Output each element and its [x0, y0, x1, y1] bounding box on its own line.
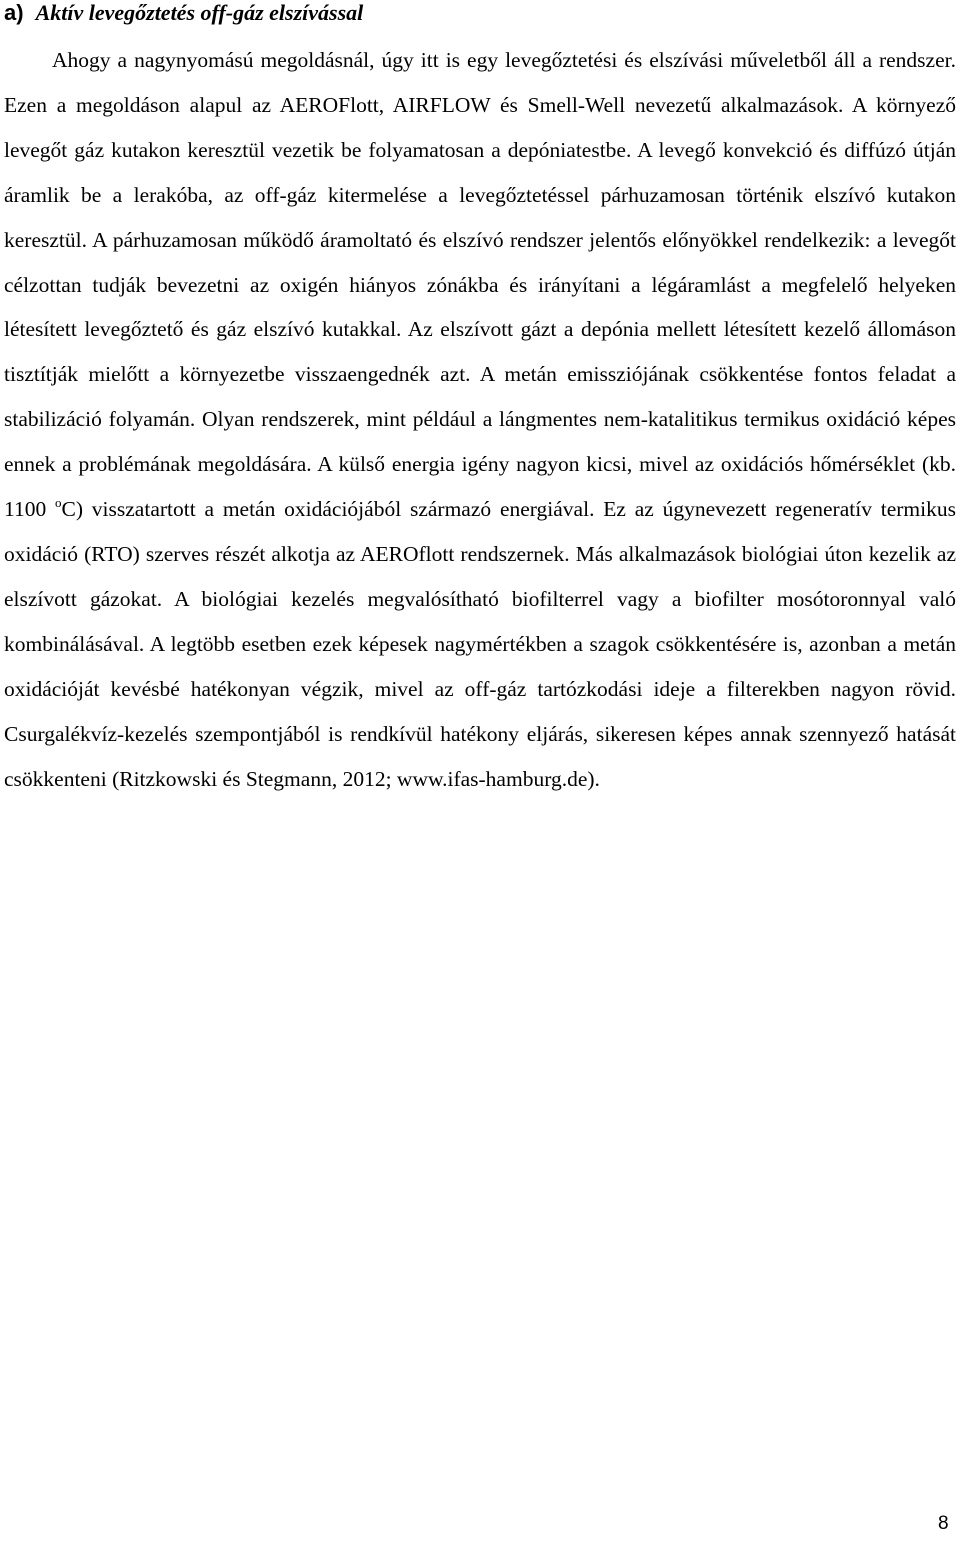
- section-title: Aktív levegőztetés off-gáz elszívással: [35, 0, 364, 25]
- body-paragraph: [4, 38, 956, 801]
- page-number: 8: [938, 1513, 949, 1534]
- degree-superscript: o: [55, 495, 62, 511]
- section-marker: a): [4, 0, 24, 25]
- paragraph-text-part-2: C) visszatartott a metán oxidációjából származó energiával. Ez az úgynevezett regeneratív termikus oxidáció (RTO) szerves részét alkotja az AEROflott rendszernek. Más alkalmazások biológiai úton kezelik az elszívott gázokat. A biológiai kezelés megvalósítható biofilterrel vagy a biofilter mosótoronnyal való kombinálásával. A legtöbb esetben ezek képesek nagymértékben a szagok csökkentésére is, azonban a metán oxidációját kevésbé hatékonyan végzik, mivel az off-gáz tartózkodási ideje a filterekben nagyon rövid. Csurgalékvíz-kezelés szempontjából is rendkívül hatékony eljárás, sikeresen képes annak szennyező hatását csökkenteni (Ritzkowski és Stegmann, 2012; www.ifas-hamburg.de).: [4, 497, 956, 791]
- paragraph-text-part-1: Ahogy a nagynyomású megoldásnál, úgy itt is egy levegőztetési és elszívási műveletből áll a rendszer. Ezen a megoldáson alapul az AEROFlott, AIRFLOW és Smell-Well nevezetű alkalmazások. A környező levegőt gáz kutakon keresztül vezetik be folyamatosan a depóniatestbe. A levegő konvekció és diffúzó útján áramlik be a lerakóba, az off-gáz kitermelése a levegőztetéssel párhuzamosan történik elszívó kutakon keresztül. A párhuzamosan működő áramoltató és elszívó rendszer jelentős előnyökkel rendelkezik: a levegőt célzottan tudják bevezetni az oxigén hiányos zónákba és irányítani a légáramlást a megfelelő helyeken létesített levegőztető és gáz elszívó kutakkal. Az elszívott gázt a depónia mellett létesített kezelő állomáson tisztítják mielőtt a környezetbe visszaengednék azt. A metán emissziójának csökkentése fontos feladat a stabilizáció folyamán. Olyan rendszerek, mint például a lángmentes nem-katalitikus termikus oxidáció képes ennek a problémának megoldására. A külső energia igény nagyon kicsi, mivel az oxidációs hőmérséklet (kb. 1100: [4, 48, 956, 522]
- section-heading: [4, 0, 363, 28]
